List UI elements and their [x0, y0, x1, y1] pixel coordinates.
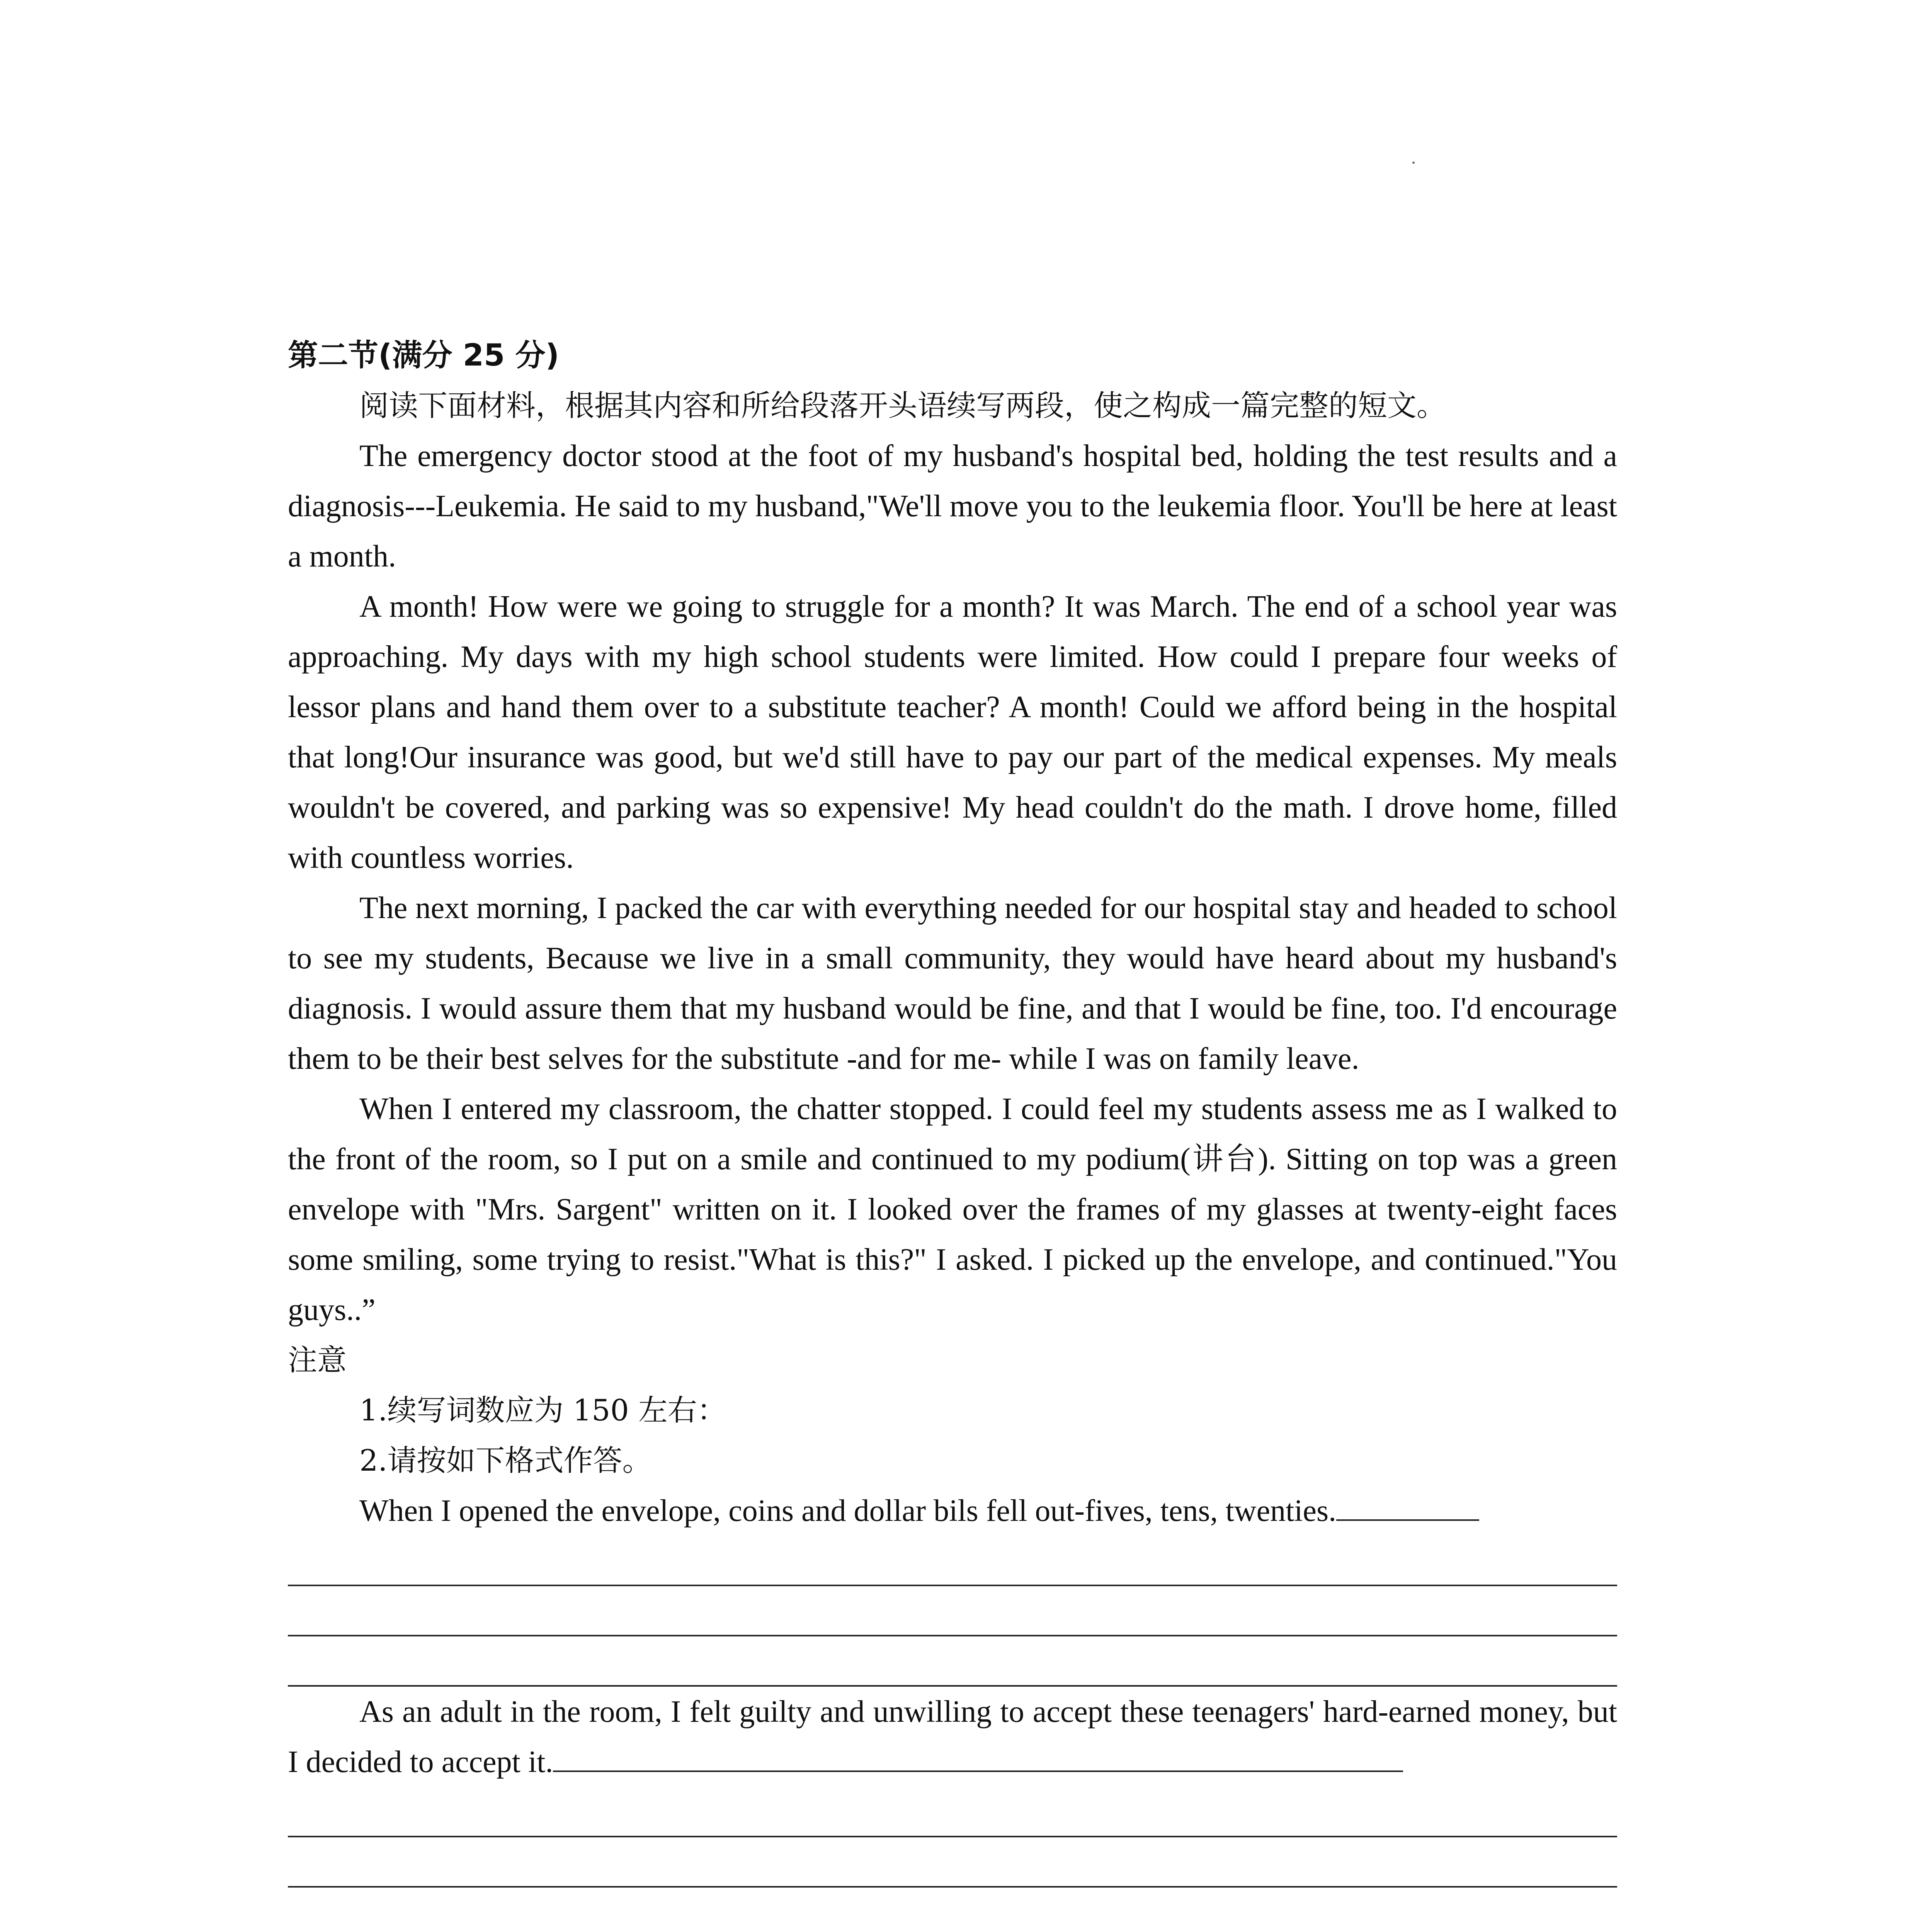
answer-line-6[interactable] — [288, 1888, 1617, 1932]
writing-prompt-1 — [288, 1486, 1617, 1536]
note-item-1: 1.续写词数应为 150 左右： — [359, 1393, 726, 1427]
answer-line-5[interactable] — [288, 1837, 1617, 1888]
passage-paragraph-3: The next morning, I packed the car with everything needed for our hospital stay and headed to school to see my students, Because we live in a small community, they would have heard about my husband's diagnosis. I would assure them that my husband would be fine, and that I would be fine, too. I'd encourage them to be their best selves for the substitute -and for me- while I was on family leave. — [288, 891, 1617, 1076]
answer-line-3[interactable] — [288, 1636, 1617, 1687]
writing-prompt-2-text: As an adult in the room, I felt guilty and unwilling to accept these teenagers' hard-earned money, but I decided to accept it. — [288, 1695, 1617, 1779]
note-item-2: 2.请按如下格式作答。 — [359, 1443, 652, 1478]
passage-paragraph-4: When I entered my classroom, the chatter stopped. I could feel my students assess me as I walked to the front of the room, so I put on a smile and continued to my podium(讲台). Sitting on top was a green envelope with "Mrs. Sargent" written on it. I looked over the frames of my glasses at twenty-eight faces some smiling, some trying to resist."What is this?" I asked. I picked up the envelope, and continued."You guys..” — [288, 1092, 1617, 1327]
answer-line-4[interactable] — [288, 1787, 1617, 1837]
section-title: 第二节(满分 25 分) — [288, 338, 560, 373]
passage-paragraph-2: A month! How were we going to struggle for a month? It was March. The end of a school year was approaching. My days with my high school students were limited. How could I prepare four weeks of lessor plans and hand them over to a substitute teacher? A month! Could we afford being in the hospital that long!Our insurance was good, but we'd still have to pay our part of the medical expenses. My meals wouldn't be covered, and parking was so expensive! My head couldn't do the math. I drove home, filled with countless worries. — [288, 590, 1617, 875]
answer-line-1[interactable] — [288, 1536, 1617, 1586]
passage-paragraph-1: The emergency doctor stood at the foot of my husband's hospital bed, holding the test results and a diagnosis---Leukemia. He said to my husband,"We'll move you to the leukemia floor. You'll be here at least a month. — [288, 439, 1617, 573]
answer-line-2[interactable] — [288, 1586, 1617, 1636]
writing-prompt-2 — [288, 1687, 1617, 1787]
notes-label: 注意 — [288, 1343, 347, 1377]
writing-prompt-1-text: When I opened the envelope, coins and dollar bils fell out-fives, tens, twenties. — [359, 1494, 1337, 1528]
answer-blank-inline-1[interactable] — [1336, 1492, 1479, 1521]
answer-blank-inline-2[interactable] — [553, 1743, 1403, 1772]
instruction-text: 阅读下面材料，根据其内容和所给段落开头语续写两段，使之构成一篇完整的短文。 — [359, 388, 1446, 423]
page-mark — [1412, 162, 1415, 164]
document-body — [288, 330, 1617, 1932]
